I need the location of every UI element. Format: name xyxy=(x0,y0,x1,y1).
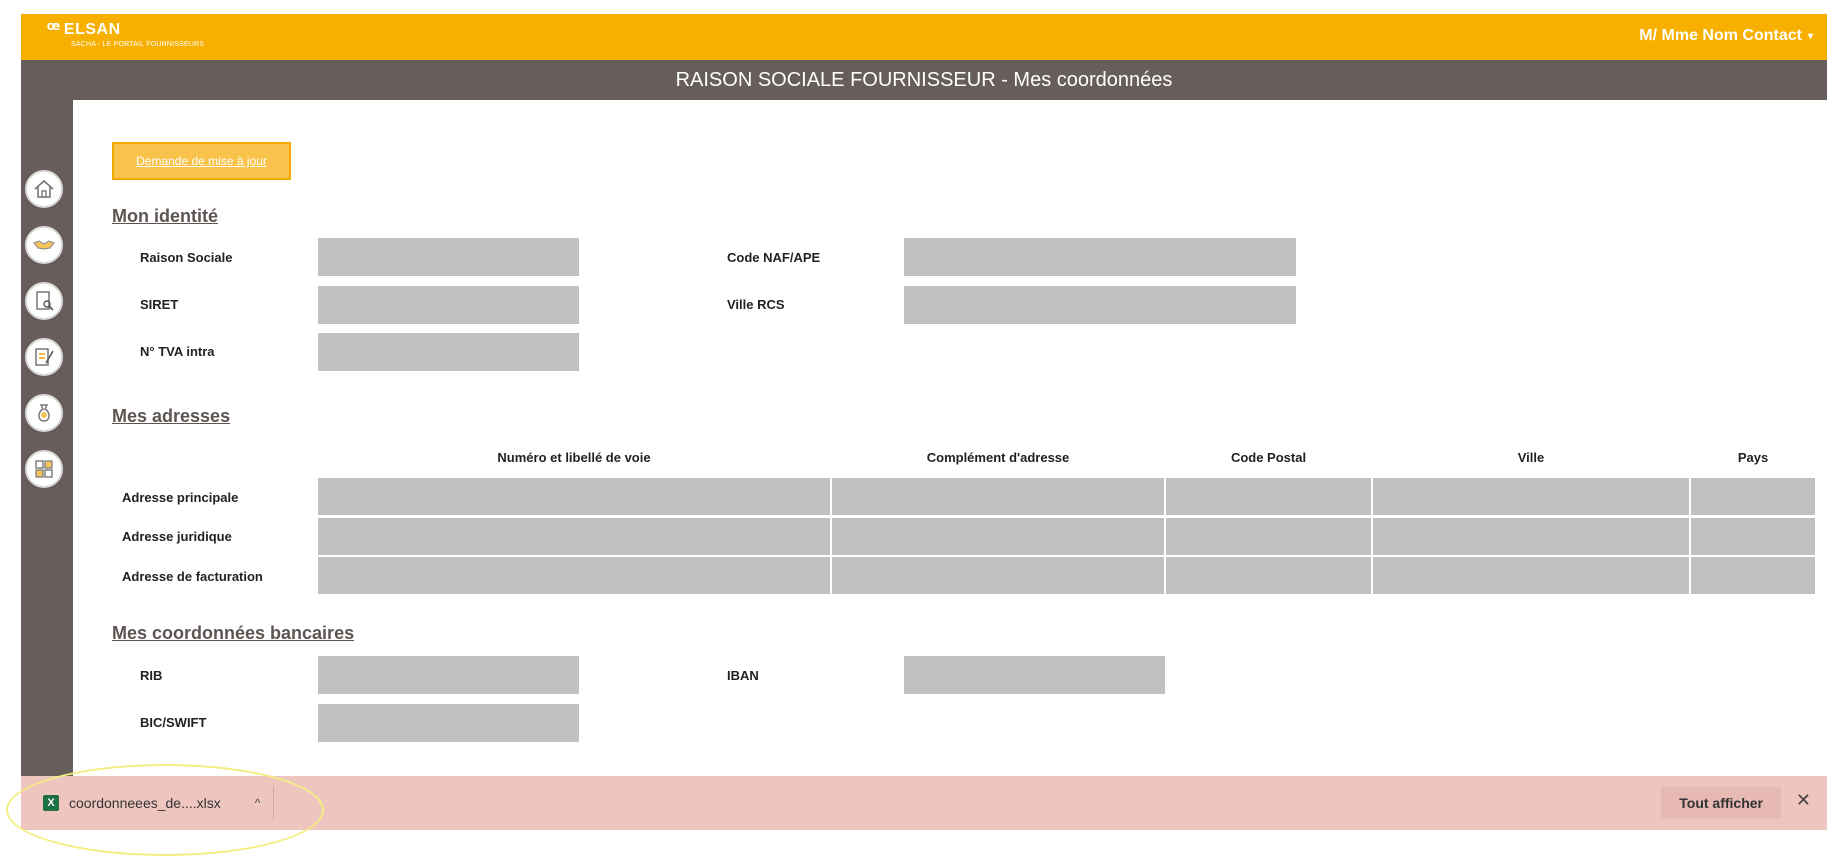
column-header-city: Ville xyxy=(1517,450,1545,465)
label-siret: SIRET xyxy=(140,297,179,312)
label-ville-rcs: Ville RCS xyxy=(727,297,785,312)
caret-down-icon: ▾ xyxy=(1807,30,1813,42)
home-icon xyxy=(32,177,56,201)
document-search-icon xyxy=(32,289,56,313)
column-header-country: Pays xyxy=(1737,450,1769,465)
logo-name: ELSAN xyxy=(63,21,121,38)
bic-field[interactable] xyxy=(318,704,579,742)
address-cell[interactable] xyxy=(318,557,830,594)
iban-field[interactable] xyxy=(904,656,1165,694)
sidebar-item-contracts[interactable] xyxy=(25,226,63,264)
address-cell[interactable] xyxy=(1166,518,1371,555)
address-cell[interactable] xyxy=(832,557,1164,594)
label-code-naf: Code NAF/APE xyxy=(727,250,821,265)
label-tva: N° TVA intra xyxy=(140,344,215,359)
address-cell[interactable] xyxy=(318,518,830,555)
document-edit-icon xyxy=(32,345,56,369)
sidebar-item-payments[interactable] xyxy=(25,394,63,432)
label-billing-address: Adresse de facturation xyxy=(122,569,263,584)
elsan-logo[interactable] xyxy=(47,21,204,48)
label-main-address: Adresse principale xyxy=(122,490,239,505)
label-raison-sociale: Raison Sociale xyxy=(140,250,233,265)
top-header xyxy=(21,14,1827,60)
address-cell[interactable] xyxy=(1373,557,1689,594)
section-title-addresses: Mes adresses xyxy=(112,406,231,426)
money-bag-icon xyxy=(32,401,56,425)
raison-sociale-field[interactable] xyxy=(318,238,579,276)
address-cell[interactable] xyxy=(1691,518,1815,555)
address-cell[interactable] xyxy=(832,518,1164,555)
address-cell[interactable] xyxy=(1166,557,1371,594)
siret-field[interactable] xyxy=(318,286,579,324)
tva-field[interactable] xyxy=(318,333,579,371)
ville-rcs-field[interactable] xyxy=(904,286,1296,324)
close-icon[interactable]: ✕ xyxy=(1795,790,1811,810)
address-cell[interactable] xyxy=(318,478,830,515)
address-cell[interactable] xyxy=(1373,518,1689,555)
sidebar-item-home[interactable] xyxy=(25,170,63,208)
chevron-up-icon[interactable]: ^ xyxy=(254,796,261,810)
rib-field[interactable] xyxy=(318,656,579,694)
code-naf-field[interactable] xyxy=(904,238,1296,276)
section-title-bank: Mes coordonnées bancaires xyxy=(112,623,355,643)
label-legal-address: Adresse juridique xyxy=(122,529,232,544)
update-request-button[interactable]: Demande de mise à jour xyxy=(112,142,291,180)
download-bar xyxy=(21,776,1827,830)
address-cell[interactable] xyxy=(1691,478,1815,515)
address-cell[interactable] xyxy=(832,478,1164,515)
label-bic: BIC/SWIFT xyxy=(140,715,207,730)
address-cell[interactable] xyxy=(1691,557,1815,594)
address-cell[interactable] xyxy=(1166,478,1371,515)
user-menu[interactable] xyxy=(1639,27,1813,45)
download-file-name: coordonneees_de....xlsx xyxy=(69,795,221,811)
sidebar-item-services[interactable] xyxy=(25,450,63,488)
puzzle-icon xyxy=(32,457,56,481)
sidebar xyxy=(21,100,73,776)
label-rib: RIB xyxy=(140,668,163,683)
excel-file-icon: X xyxy=(43,795,59,811)
handshake-icon xyxy=(32,233,56,257)
sidebar-item-orders[interactable] xyxy=(25,338,63,376)
address-cell[interactable] xyxy=(1373,478,1689,515)
elsan-logo-icon: ꟹ xyxy=(47,19,60,41)
download-item[interactable] xyxy=(43,786,274,820)
user-name: M/ Mme Nom Contact xyxy=(1639,27,1802,44)
logo-tagline: SACHA - LE PORTAIL FOURNISSEURS xyxy=(71,41,205,48)
label-iban: IBAN xyxy=(727,668,759,683)
column-header-street: Numéro et libellé de voie xyxy=(497,450,651,465)
sidebar-item-documents[interactable] xyxy=(25,282,63,320)
main-content xyxy=(73,100,1827,776)
section-title-identity: Mon identité xyxy=(112,206,218,226)
page-title: RAISON SOCIALE FOURNISSEUR - Mes coordonnées xyxy=(21,60,1827,100)
column-header-complement: Complément d'adresse xyxy=(926,450,1070,465)
show-all-button[interactable]: Tout afficher xyxy=(1661,787,1781,819)
column-header-postal-code: Code Postal xyxy=(1230,450,1307,465)
